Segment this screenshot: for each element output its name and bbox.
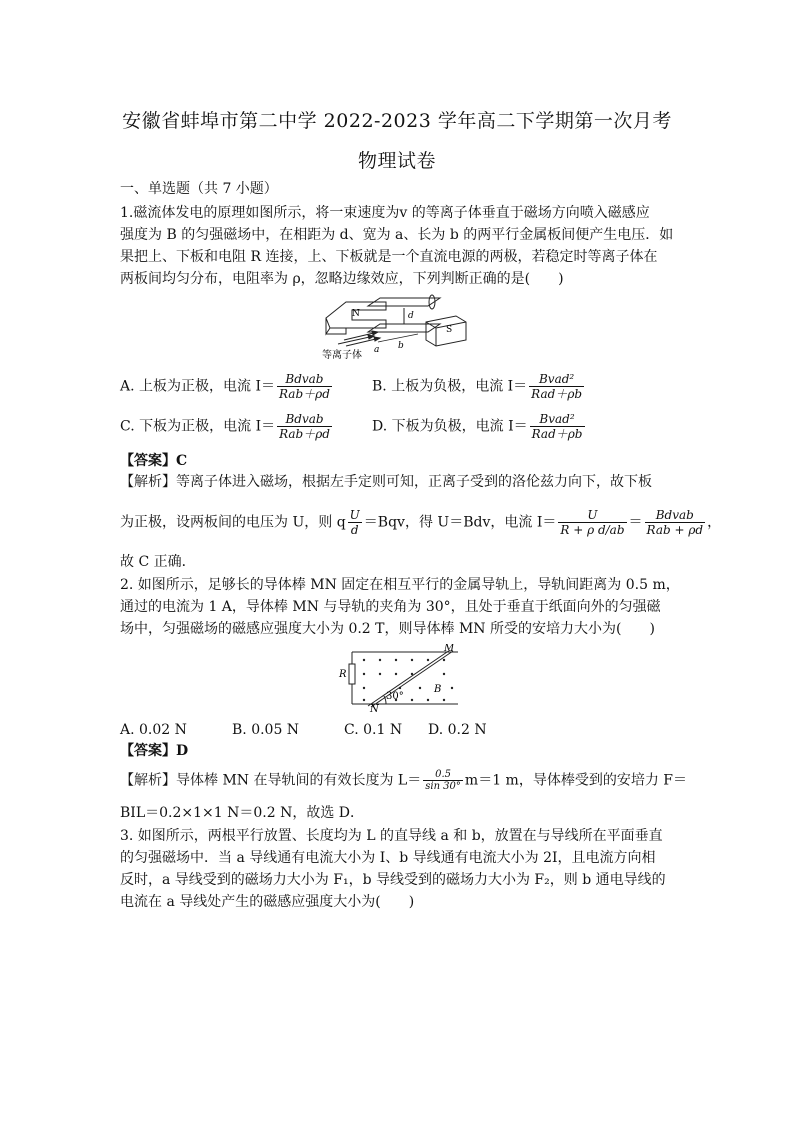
analysis-fraction — [558, 508, 626, 537]
angle-label: 30° — [386, 691, 404, 702]
q2-analysis-line: BIL＝0.2×1×1 N＝0.2 N，故选 D． — [120, 805, 364, 821]
exam-subtitle: 物理试卷 — [357, 150, 436, 172]
q2-text-line: 场中，匀强磁场的磁感应强度大小为 0.2 T，则导体棒 MN 所受的安培力大小为( ) — [120, 621, 655, 637]
q1-analysis-formula-line — [120, 508, 721, 537]
fraction-numerator: Bdvab — [277, 372, 332, 387]
r-label: R — [339, 669, 347, 680]
q1-analysis-line: 【解析】等离子体进入磁场，根据左手定则可知，正离子受到的洛伦兹力向下，故下板 — [120, 474, 652, 490]
fraction-numerator: 0.5 — [423, 769, 463, 781]
analysis-fraction — [423, 769, 463, 792]
fraction-numerator: Bdvab — [277, 412, 332, 427]
q2-analysis-formula-line — [120, 769, 687, 792]
q3-text-line: 3. 如图所示，两根平行放置、长度均为 L 的直导线 a 和 b，放置在与导线所在平面垂直 — [120, 828, 663, 844]
plasma-arrows — [338, 331, 380, 346]
option-b-fraction — [529, 372, 584, 401]
n-label: N — [352, 309, 360, 319]
option-b-text: B. 上板为负极，电流 I＝ — [372, 378, 528, 395]
d-label: d — [408, 311, 414, 321]
q2-figure-rails — [338, 644, 464, 712]
q1-text-line: 果把上、下板和电阻 R 连接，上、下板就是一个直流电源的两极，若稳定时等离子体在 — [120, 249, 658, 265]
fraction-denominator: sin 30° — [425, 781, 461, 792]
analysis-text: ＝ — [628, 514, 643, 531]
analysis-fraction — [645, 508, 706, 537]
q2-answer: 【答案】D — [120, 743, 189, 759]
n-label: N — [370, 704, 379, 712]
fraction-numerator: Bdvab — [645, 508, 706, 523]
option-d-text: D. 下板为负极，电流 I＝ — [372, 418, 528, 435]
a-label: a — [374, 345, 380, 355]
q3-text-line: 电流在 a 导线处产生的磁感应强度大小为( ) — [120, 894, 415, 910]
fraction-numerator: Bvad² — [529, 372, 584, 387]
analysis-text: m＝1 m，导体棒受到的安培力 F＝ — [464, 772, 687, 789]
option-c-text: C. 下板为正极，电流 I＝ — [120, 418, 276, 435]
analysis-text: 为正极，设两板间的电压为 U，则 q — [120, 514, 346, 531]
analysis-fraction — [348, 508, 362, 537]
analysis-text: ， — [707, 514, 722, 531]
option-d-fraction — [530, 412, 585, 441]
q1-option-c — [120, 412, 334, 441]
q1-option-b — [372, 372, 586, 401]
q1-text-line: 1.磁流体发电的原理如图所示，将一束速度为v 的等离子体垂直于磁场方向喷入磁感应 — [120, 205, 650, 221]
q2-option-d: D. 0.2 N — [428, 722, 487, 738]
fraction-denominator: Rad＋ρb — [531, 427, 583, 441]
fraction-denominator: Rab＋ρd — [279, 427, 330, 441]
q1-answer: 【答案】C — [120, 453, 188, 469]
m-label: M — [444, 644, 455, 654]
q2-option-c: C. 0.1 N — [344, 722, 403, 738]
section-heading: 一、单选题（共 7 小题） — [120, 181, 278, 197]
q1-text-line: 强度为 B 的匀强磁场中，在相距为 d、宽为 a、长为 b 的两平行金属板间便产生电压．如 — [120, 227, 674, 243]
b-label: B — [434, 684, 442, 695]
q2-text-line: 通过的电流为 1 A，导体棒 MN 与导轨的夹角为 30°，且处于垂直于纸面向外的匀强磁 — [120, 599, 661, 615]
q2-option-b: B. 0.05 N — [232, 722, 300, 738]
s-label: S — [446, 325, 453, 335]
analysis-text: 【解析】导体棒 MN 在导轨间的有效长度为 L＝ — [120, 772, 422, 789]
fraction-numerator: Bvad² — [530, 412, 585, 427]
q1-analysis-line: 故 C 正确． — [120, 554, 196, 570]
option-c-fraction — [277, 412, 332, 441]
q3-text-line: 的匀强磁场中．当 a 导线通有电流大小为 I、b 导线通有电流大小为 2I，且电流方向相 — [120, 850, 656, 866]
option-a-text: A. 上板为正极，电流 I＝ — [120, 378, 275, 395]
fraction-denominator: d — [350, 523, 359, 537]
fraction-denominator: Rab＋ρd — [279, 387, 330, 401]
fraction-numerator: U — [558, 508, 626, 523]
q2-option-a: A. 0.02 N — [120, 722, 187, 738]
exam-title: 安徽省蚌埠市第二中学 2022-2023 学年高二下学期第一次月考 — [122, 110, 672, 132]
analysis-text: ＝Bqv，得 U＝Bdv，电流 I＝ — [363, 514, 557, 531]
plasma-label: 等离子体 — [322, 350, 362, 361]
fraction-numerator: U — [349, 508, 360, 522]
q1-option-d — [372, 412, 587, 441]
q1-figure-mhd-generator — [316, 288, 476, 362]
q3-text-line: 反时，a 导线受到的磁场力大小为 F₁，b 导线受到的磁场力大小为 F₂，则 b 通电导线的 — [120, 872, 666, 888]
plates — [368, 295, 440, 332]
fraction-denominator: R + ρ d/ab — [560, 523, 625, 537]
q1-option-a — [120, 372, 334, 401]
b-label: b — [398, 341, 404, 351]
q1-text-line: 两板间均匀分布，电阻率为 ρ，忽略边缘效应，下列判断正确的是( ) — [120, 271, 564, 287]
option-a-fraction — [277, 372, 332, 401]
fraction-denominator: Rad＋ρb — [531, 387, 583, 401]
fraction-denominator: Rab + ρd — [646, 523, 704, 537]
q2-text-line: 2. 如图所示，足够长的导体棒 MN 固定在相互平行的金属导轨上，导轨间距离为 0.5 m， — [120, 577, 680, 593]
